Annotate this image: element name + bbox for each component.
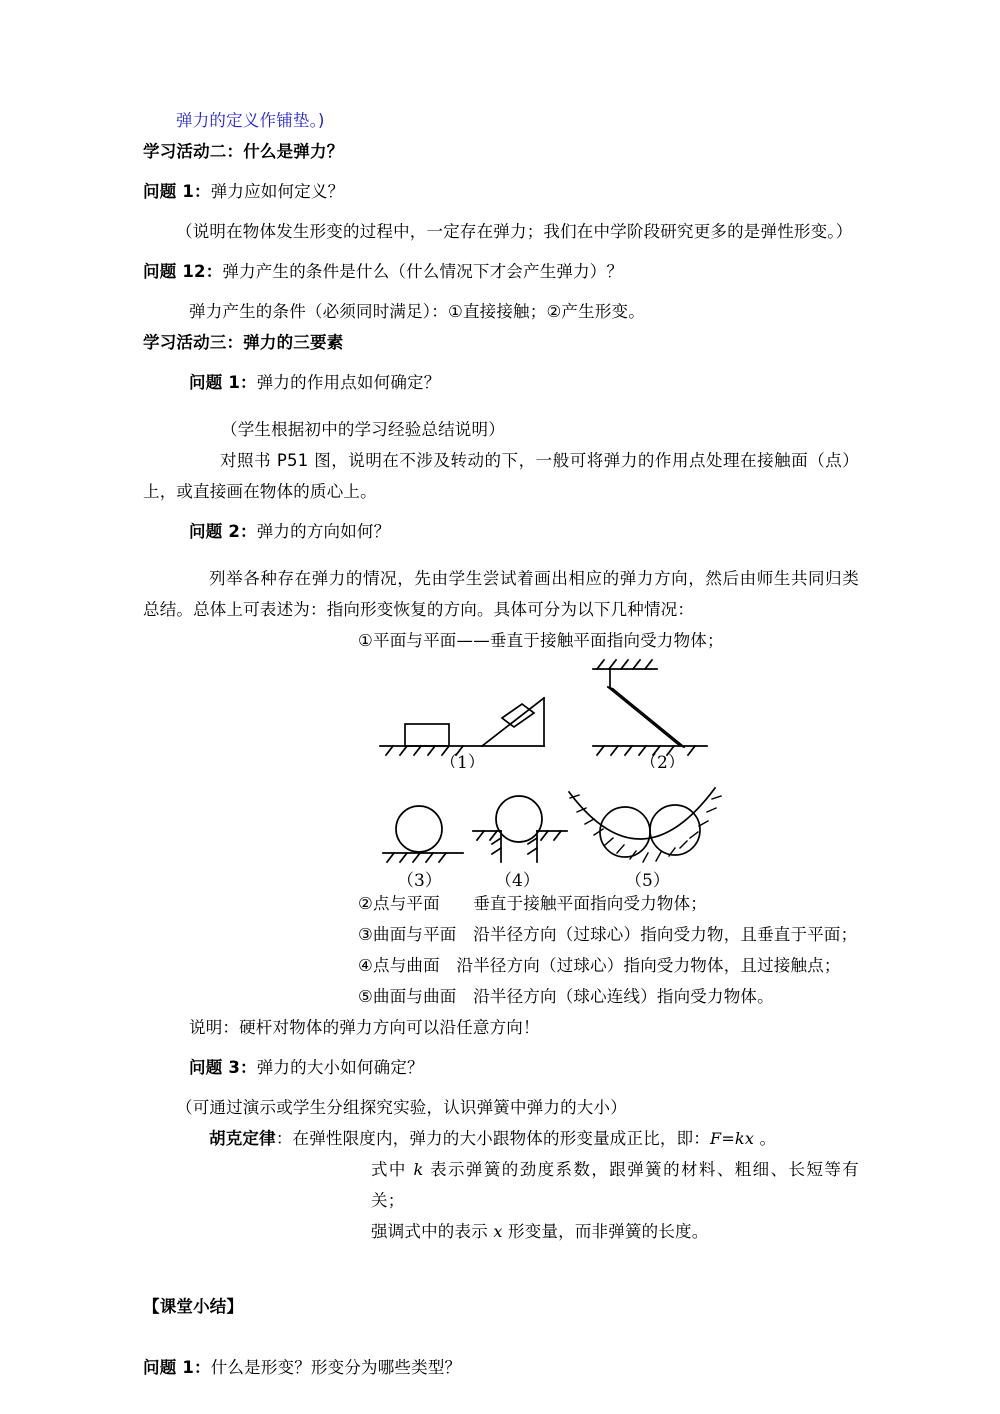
figure-3-drawing: [379, 796, 479, 888]
question-1-note: （说明在物体发生形变的过程中，一定存在弹力；我们在中学阶段研究更多的是弹性形变。）: [176, 222, 853, 241]
figure-2-caption: （2）: [640, 753, 685, 768]
question-12-text: 弹力产生的条件是什么（什么情况下才会产生弹力）？: [222, 262, 624, 281]
spacer: [143, 287, 859, 296]
activity3-question-1-line: [143, 367, 859, 398]
activity3-question-1-text: 弹力的作用点如何确定？: [256, 373, 441, 392]
activity3-question-1-body: [143, 445, 859, 507]
activity3-question-1-label: 问题 1：: [189, 373, 257, 392]
question-12-answer: 弹力产生的条件（必须同时满足）：①直接接触；②产生形变。: [189, 302, 645, 321]
body-indent-spacer: [143, 569, 209, 588]
spacer: [143, 1083, 859, 1092]
question-12-line: [143, 256, 859, 287]
question-1-line: [143, 176, 859, 207]
hooke-law-line-1: [143, 1123, 859, 1154]
activity3-question-1-note: （学生根据初中的学习经验总结说明）: [221, 420, 505, 439]
spacer: [143, 1043, 859, 1052]
heading-activity-two: 学习活动二：什么是弹力？: [143, 142, 344, 161]
case-3-line: ③曲面与平面 沿半径方向（过球心）指向受力物，且垂直于平面；: [358, 925, 858, 944]
summary-question-1-label: 问题 1：: [143, 1358, 211, 1377]
spacer: [143, 1247, 859, 1291]
hooke-line3-pre: 强调式中的表示: [371, 1222, 494, 1241]
activity3-question-3-line: [143, 1052, 859, 1083]
figure-4-caption: （4）: [495, 871, 540, 888]
case-4-line: ④点与曲面 沿半径方向（过球心）指向受力物体，且过接触点；: [358, 956, 841, 975]
hooke-formula: F=kx: [710, 1129, 755, 1148]
activity3-question-3-note: （可通过演示或学生分组探究实验，认识弹簧中弹力的大小）: [176, 1098, 627, 1117]
body-indent-spacer: [143, 451, 220, 470]
spacer: [143, 398, 859, 414]
spacer: [143, 507, 859, 516]
figure-5-caption: （5）: [625, 871, 670, 888]
case-5-line: ⑤曲面与曲面 沿半径方向（球心连线）指向受力物体。: [358, 987, 774, 1006]
hooke-line3-post: 形变量，而非弹簧的长度。: [502, 1222, 709, 1241]
document-body: [143, 105, 859, 1383]
spacer: [143, 1322, 859, 1352]
activity3-question-2-line: [143, 516, 859, 547]
summary-question-1-text: 什么是形变？形变分为哪些类型？: [210, 1358, 462, 1377]
activity3-question-2-text: 弹力的方向如何？: [256, 522, 391, 541]
heading-activity-three: 学习活动三：弹力的三要素: [143, 333, 344, 352]
body-text: 列举各种存在弹力的情况，先由学生尝试着画出相应的弹力方向，然后由师生共同归类总结。总体上可表述为：指向形变恢复的方向。具体可分为以下几种情况：: [143, 569, 859, 619]
rod-note-line: 说明：硬杆对物体的弹力方向可以沿任意方向！: [189, 1018, 540, 1037]
question-1-text: 弹力应如何定义？: [210, 182, 345, 201]
figure-4-drawing: [469, 786, 575, 888]
hooke-law-label: 胡克定律: [209, 1129, 276, 1148]
activity3-question-3-label: 问题 3：: [189, 1058, 257, 1077]
hooke-law-line-3: [143, 1216, 859, 1247]
heading-summary: 【课堂小结】: [143, 1297, 244, 1316]
hooke-line2-post: 表示弹簧的劲度系数，跟弹簧的材料、粗细、长短等有关；: [371, 1160, 859, 1210]
spacer: [143, 358, 859, 367]
case-2-line: ②点与平面 垂直于接触平面指向受力物体；: [358, 894, 707, 913]
body-text: 对照书 P51 图，说明在不涉及转动的下，一般可将弹力的作用点处理在接触面（点）上，或直接画在物体的质心上。: [143, 451, 859, 501]
variable-k: k: [413, 1160, 424, 1179]
spacer: [143, 167, 859, 176]
activity3-question-2-label: 问题 2：: [189, 522, 257, 541]
question-1-label: 问题 1：: [143, 182, 211, 201]
activity3-question-2-body: [143, 563, 859, 625]
blue-carryover-line: 弹力的定义作铺垫。): [176, 111, 325, 130]
question-12-label: 问题 12：: [143, 262, 223, 281]
hooke-line2-pre: 式中: [371, 1160, 414, 1179]
figure-3-caption: （3）: [397, 871, 442, 888]
hooke-law-body-post: 。: [754, 1129, 777, 1148]
case-1-line: ①平面与平面——垂直于接触平面指向受力物体；: [358, 631, 724, 650]
figure-2-drawing: [585, 656, 735, 768]
spacer: [143, 547, 859, 563]
hooke-law-line-2: [143, 1154, 859, 1216]
figure-5-drawing: [563, 784, 733, 888]
summary-question-1-line: [143, 1352, 859, 1383]
figure-1-drawing: [376, 660, 556, 768]
hooke-law-body-pre: ：在弹性限度内，弹力的大小跟物体的形变量成正比，即：: [275, 1129, 711, 1148]
figure-1-caption: （1）: [440, 753, 485, 768]
activity3-question-3-text: 弹力的大小如何确定？: [256, 1058, 424, 1077]
figure-group: [143, 656, 859, 888]
variable-x: x: [493, 1222, 503, 1241]
spacer: [143, 207, 859, 216]
spacer: [143, 247, 859, 256]
